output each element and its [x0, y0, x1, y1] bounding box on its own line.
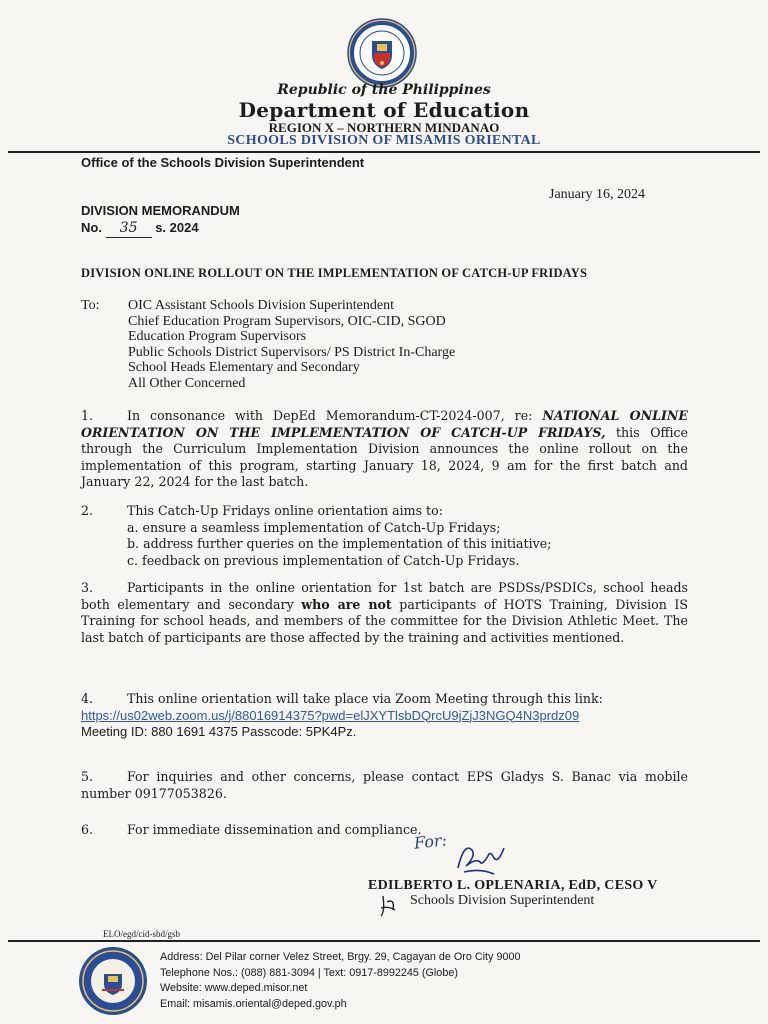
paragraph-number: 1. — [81, 408, 94, 423]
recipient: Education Program Supervisors — [128, 329, 307, 345]
meeting-details: Meeting ID: 880 1691 4375 Passcode: 5PK4Pz. — [81, 724, 357, 739]
paragraph-text: This Catch-Up Fridays online orientation aims to: — [127, 503, 443, 518]
to-label: To: — [81, 298, 100, 313]
paragraph-number: 6. — [81, 822, 94, 837]
division-heading: SCHOOLS DIVISION OF MISAMIS ORIENTAL — [227, 133, 541, 148]
memo-date: January 16, 2024 — [549, 187, 646, 202]
paragraph-1 — [81, 408, 688, 491]
paragraph-number: 3. — [81, 580, 94, 595]
paragraph-number: 2. — [81, 503, 94, 518]
aim-item: c. feedback on previous implementation of Catch-Up Fridays. — [127, 552, 520, 568]
signatory-name: EDILBERTO L. OPLENARIA, EdD, CESO V — [368, 878, 658, 893]
paragraph-3 — [81, 580, 688, 646]
memo-number-block — [81, 202, 240, 238]
paragraph-text: In consonance with DepEd Memorandum-CT-2024-007, re: — [127, 408, 543, 423]
region-heading: REGION X – NORTHERN MINDANAO — [268, 120, 500, 135]
footer-address: Address: Del Pilar corner Velez Street, Brgy. 29, Cagayan de Oro City 9000 — [160, 951, 521, 963]
memo-type: DIVISION MEMORANDUM — [81, 203, 240, 218]
footer-telephone: Telephone Nos.: (088) 881-3094 | Text: 0917-8992245 (Globe) — [160, 966, 458, 979]
recipients-list — [128, 298, 455, 392]
memo-subject: DIVISION ONLINE ROLLOUT ON THE IMPLEMENTATION OF CATCH-UP FRIDAYS — [81, 266, 588, 280]
footer-email: Email: misamis.oriental@deped.gov.ph — [160, 997, 347, 1010]
footer-contact — [160, 950, 520, 1012]
header-divider — [8, 151, 760, 153]
paragraph-2 — [81, 503, 688, 569]
paragraph-text: participants of HOTS Training, Division IS Training for school heads, and members of the committee for the Division Athletic Meet. The last batch of participants are those affected by the training and activities mentioned. — [81, 596, 688, 645]
deped-seal-icon — [346, 17, 418, 89]
aim-item: a. ensure a seamless implementation of Catch-Up Fridays; — [127, 519, 501, 535]
paragraph-text: this Office through the Curriculum Implementation Division announces the online rollout on the implementation of this program, starting January 18, 2024, 9 am for the first batch and January 22, 2024 for the last batch. — [81, 424, 688, 489]
recipient: Chief Education Program Supervisors, OIC-CID, SGOD — [128, 313, 446, 329]
footer-divider — [8, 940, 760, 942]
orientation-title: NATIONAL ONLINE ORIENTATION ON THE IMPLEMENTATION OF CATCH-UP FRIDAYS, — [81, 408, 689, 440]
paragraph-6 — [81, 822, 688, 839]
division-seal-icon — [78, 946, 148, 1016]
signatory-title: Schools Division Superintendent — [410, 893, 595, 908]
recipient: All Other Concerned — [128, 375, 246, 391]
for-label: For: — [413, 830, 448, 853]
office-heading: Office of the Schools Division Superintendent — [81, 155, 365, 170]
recipient: School Heads Elementary and Secondary — [128, 360, 360, 376]
paragraph-4 — [81, 691, 688, 741]
paragraph-text: Participants in the online orientation for 1st batch are PSDSs/PSDICs, school heads both elementary and secondary — [81, 580, 688, 612]
memo-no-value: 35 — [106, 220, 152, 238]
memo-series: s. 2024 — [155, 220, 199, 235]
paragraph-number: 4. — [81, 691, 94, 706]
paragraph-5 — [81, 769, 688, 802]
paragraph-text: This online orientation will take place via Zoom Meeting through this link: — [127, 691, 603, 706]
footer-website: Website: www.deped.misor.net — [160, 982, 308, 995]
emphasis-text: who are not — [301, 596, 392, 612]
zoom-meeting-link[interactable]: https://us02web.zoom.us/j/88016914375?pwd=elJXYTlsbDQrcU9jZjJ3NGQ4N3prdz09 — [81, 707, 580, 723]
recipient: Public Schools District Supervisors/ PS District In-Charge — [128, 344, 456, 360]
handwritten-signature — [450, 838, 520, 878]
department-heading: Department of Education — [238, 98, 530, 122]
paragraph-number: 5. — [81, 769, 94, 784]
reference-initials: ELO/egd/cid-sbd/gsb — [103, 929, 180, 939]
handwritten-initial — [377, 892, 403, 920]
recipient: OIC Assistant Schools Division Superintendent — [128, 298, 394, 313]
paragraph-text: For immediate dissemination and compliance. — [127, 822, 422, 837]
aim-item: b. address further queries on the implementation of this initiative; — [127, 536, 552, 551]
paragraph-text: For inquiries and other concerns, please contact EPS Gladys S. Banac via mobile number 09177053826. — [81, 769, 688, 801]
republic-heading: Republic of the Philippines — [277, 82, 491, 98]
memo-no-label: No. — [81, 220, 102, 235]
